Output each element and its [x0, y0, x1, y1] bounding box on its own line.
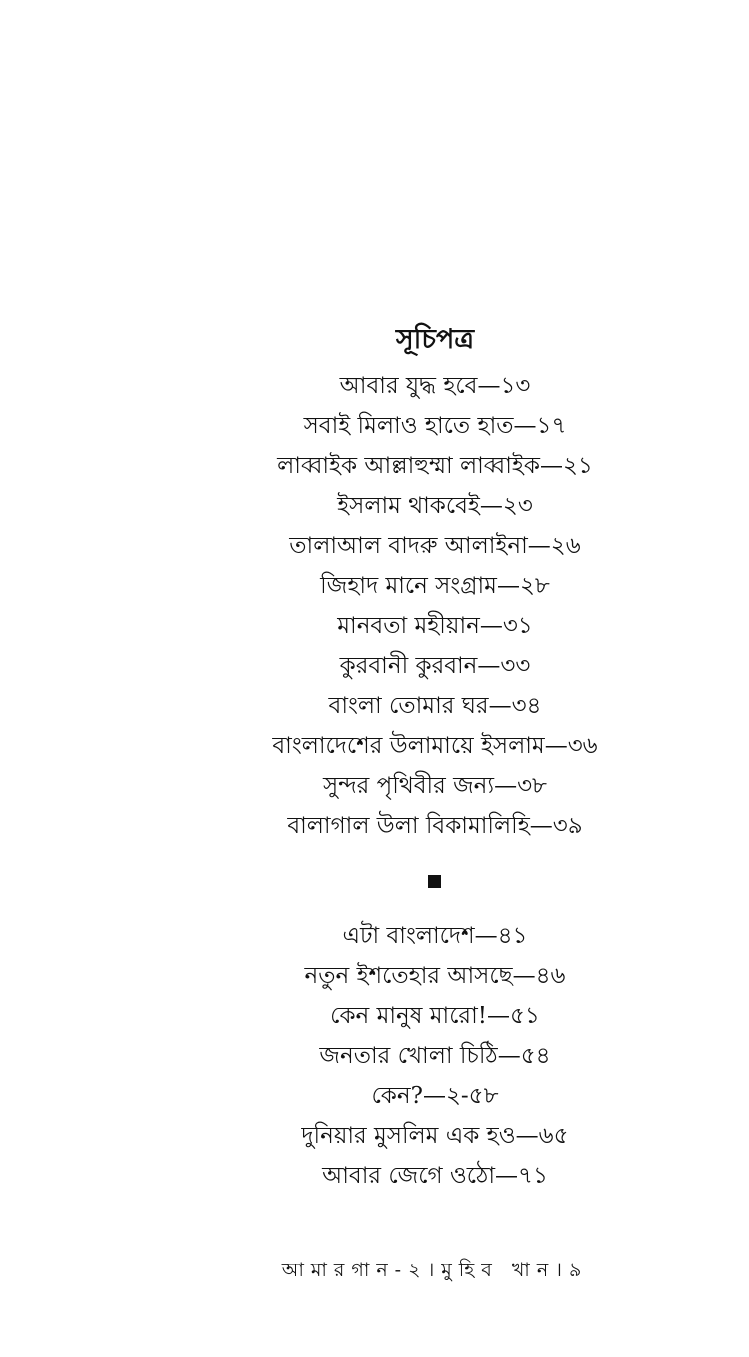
page-title: সূচিপত্র [395, 324, 475, 356]
entry-title: কেন? [371, 1083, 423, 1109]
entry-page: ২৬ [550, 533, 581, 559]
entry-title: বাংলা তোমার ঘর [328, 693, 489, 719]
entry-dash: — [477, 373, 501, 399]
running-footer: আমারগান-২।মুহিব খান।৯ [281, 1259, 589, 1281]
contents-entry [0, 726, 749, 766]
entry-title: ইসলাম থাকবেই [337, 493, 480, 519]
entry-title: আবার যুদ্ধ হবে [339, 373, 478, 399]
entry-page: ৪৬ [535, 963, 566, 989]
entry-title: এটা বাংলাদেশ [342, 923, 475, 949]
entry-dash: — [539, 453, 563, 479]
entry-dash: — [513, 413, 537, 439]
contents-entry [0, 1076, 749, 1116]
entry-page: ৩৬ [567, 733, 598, 759]
entry-title: কুরবানী কুরবান [339, 653, 478, 679]
entry-page: ৩১ [502, 613, 533, 639]
contents-entry [0, 766, 749, 806]
entry-page: ২৮ [519, 573, 550, 599]
entry-dash: — [495, 1163, 519, 1189]
entry-title: লাব্বাইক আল্লাহুম্মা লাব্বাইক [277, 453, 540, 479]
entry-page: ২৩ [502, 493, 533, 519]
contents-entry [0, 406, 749, 446]
contents-entry [0, 486, 749, 526]
entry-page: ৩৩ [500, 653, 531, 679]
entry-dash: — [474, 923, 498, 949]
entry-title: কেন মানুষ মারো! [330, 1003, 487, 1029]
entry-page: ২১ [562, 453, 593, 479]
contents-entry [0, 1156, 749, 1196]
contents-entry [0, 526, 749, 566]
entry-title: সবাই মিলাও হাতে হাত [303, 413, 514, 439]
contents-entry [0, 806, 749, 846]
entry-page: ৬৫ [538, 1123, 569, 1149]
entry-page: ৭১ [518, 1163, 548, 1189]
entry-dash: — [477, 653, 501, 679]
entry-dash: — [496, 573, 520, 599]
entry-title: সুন্দর পৃথিবীর জন্য [323, 773, 495, 799]
entry-page: ১৩ [500, 373, 531, 399]
entry-page: ৩৯ [552, 813, 583, 839]
entry-title: তালাআল বাদরু আলাইনা [289, 533, 528, 559]
entry-title: দুনিয়ার মুসলিম এক হও [301, 1123, 516, 1149]
entry-page: ৩৪ [511, 693, 542, 719]
entry-dash: — [422, 1083, 446, 1109]
entry-dash: — [488, 693, 512, 719]
entry-page: ২-৫৮ [445, 1083, 499, 1109]
contents-entry [0, 996, 749, 1036]
entry-page: ৩৮ [517, 773, 547, 799]
entry-dash: — [479, 613, 503, 639]
contents-list-part-two [0, 916, 749, 1196]
contents-entry [0, 606, 749, 646]
entry-title: বাংলাদেশের উলামায়ে ইসলাম [272, 733, 545, 759]
entry-title: জনতার খোলা চিঠি [319, 1043, 498, 1069]
entry-title: বালাগাল উলা বিকামালিহি [287, 813, 530, 839]
entry-page: ৫১ [510, 1003, 540, 1029]
entry-dash: — [515, 1123, 539, 1149]
section-divider-square [428, 875, 441, 888]
contents-entry [0, 646, 749, 686]
contents-entry [0, 916, 749, 956]
contents-list-part-one [0, 366, 749, 846]
entry-title: মানবতা মহীয়ান [337, 613, 480, 639]
entry-title: নতুন ইশতেহার আসছে [304, 963, 513, 989]
entry-dash: — [512, 963, 536, 989]
entry-dash: — [529, 813, 553, 839]
contents-entry [0, 1116, 749, 1156]
contents-entry [0, 446, 749, 486]
contents-entry [0, 366, 749, 406]
contents-entry [0, 1036, 749, 1076]
entry-title: আবার জেগে ওঠো [322, 1163, 496, 1189]
entry-page: ১৭ [536, 413, 567, 439]
entry-dash: — [497, 1043, 521, 1069]
entry-dash: — [487, 1003, 510, 1029]
entry-dash: — [544, 733, 568, 759]
contents-entry [0, 686, 749, 726]
entry-title: জিহাদ মানে সংগ্রাম [320, 573, 497, 599]
entry-dash: — [527, 533, 551, 559]
entry-page: ৫৪ [520, 1043, 551, 1069]
entry-dash: — [494, 773, 518, 799]
entry-page: ৪১ [497, 923, 528, 949]
contents-entry [0, 956, 749, 996]
entry-dash: — [479, 493, 503, 519]
contents-entry [0, 566, 749, 606]
